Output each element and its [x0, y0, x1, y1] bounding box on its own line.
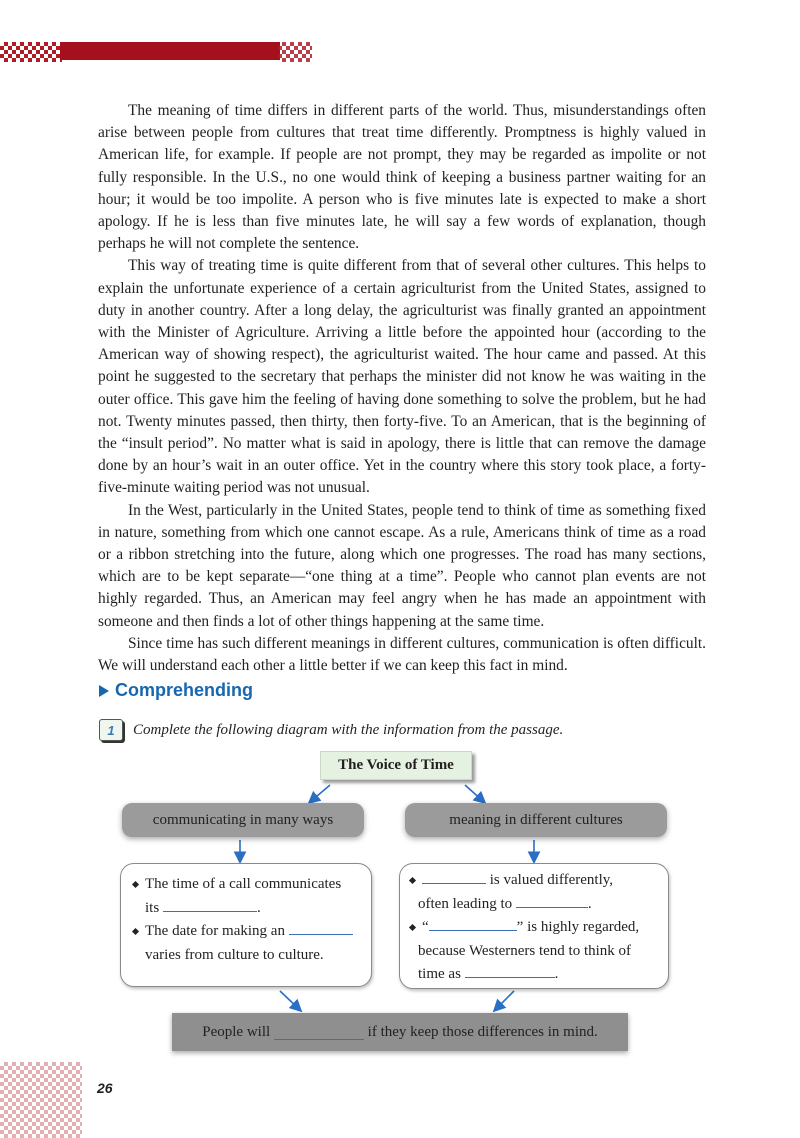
- paragraph-3: In the West, particularly in the United States, people tend to think of time as something fixed in nature, something from which one cannot escape. As a rule, Americans think of time as a road or a ribbon stretching into the future, along which one progresses. The road has many sections, which are to be kept separate—“one thing at a time”. People who cannot plan events are not highly regarded. Thus, an American may feel angry when he has made an appointment with someone and then finds a lot of other things happening at the same time.: [98, 501, 706, 630]
- diamond-bullet-icon: [132, 881, 139, 888]
- left-item-2: The date for making an varies from culture to culture.: [121, 920, 371, 967]
- diamond-bullet-icon: [409, 877, 416, 884]
- diagram-title-box: The Voice of Time: [320, 751, 472, 780]
- arrow-title-to-right: [465, 785, 484, 802]
- conclusion-box: People will if they keep those differences in mind.: [172, 1013, 628, 1051]
- answer-blank[interactable]: [422, 869, 486, 884]
- arrow-title-to-left: [310, 785, 330, 802]
- answer-blank[interactable]: [516, 893, 588, 908]
- paragraph-1: The meaning of time differs in different parts of the world. Thus, misunderstandings often arise between people from cultures that treat time differently. Promptness is highly valued in American life, for example. If people are not prompt, they may be regarded as impolite or not fully responsible. In the U.S., no one would think of keeping a business partner waiting for an hour; it would be too impolite. A person who is five minutes late is expected to make a short apology. If he is less than five minutes late, he will say a few words of explanation, though perhaps he will not complete the sentence.: [98, 102, 706, 253]
- answer-blank[interactable]: [163, 897, 257, 912]
- answer-blank[interactable]: [465, 963, 555, 978]
- paragraph-2: This way of treating time is quite different from that of several other cultures. This helps to explain the unfortunate experience of a certain agriculturist from the United States, assigned to duty in another country. After a long delay, the agriculturist was finally granted an appointment with the Minister of Agriculture. Arriving a little before the appointed hour (according to the American way of showing respect), the agriculturist waited. The hour came and passed. At this point he suggested to the secretary that perhaps the minister did not know he was waiting in the outer office. This gave him the feeling of having done something to solve the problem, but he had not. Twenty minutes passed, then thirty, then forty-five. To an American, that is the beginning of the “insult period”. No matter what is said in apology, there is little that can remove the damage done by an hour’s wait in an outer office. Yet in the country where this story took place, a forty-five-minute waiting period was not unusual.: [98, 257, 706, 497]
- task-text: Complete the following diagram with the information from the passage.: [133, 721, 564, 738]
- page-number: 26: [97, 1080, 113, 1096]
- right-item-2: “ ” is highly regarded, because Westerners tend to think of time as .: [400, 916, 668, 987]
- left-heading-pill: communicating in many ways: [122, 803, 364, 837]
- left-info-box: [120, 863, 372, 987]
- right-heading-pill: meaning in different cultures: [405, 803, 667, 837]
- arrow-left-to-bottom: [280, 991, 300, 1010]
- right-info-box: [399, 863, 669, 989]
- answer-blank[interactable]: [429, 916, 517, 931]
- diamond-bullet-icon: [132, 928, 139, 935]
- paragraph-4: Since time has such different meanings in different cultures, communication is often difficult. We will understand each other a little better if we can keep this fact in mind.: [98, 634, 706, 675]
- left-item-1: The time of a call communicates its .: [121, 873, 371, 920]
- right-item-1: is valued differently, often leading to .: [400, 869, 668, 916]
- answer-blank[interactable]: [289, 920, 353, 935]
- diamond-bullet-icon: [409, 924, 416, 931]
- task-number-badge: 1: [99, 719, 123, 741]
- arrow-right-to-bottom: [495, 991, 514, 1010]
- section-title: Comprehending: [115, 680, 253, 700]
- footer-checker-pattern: [0, 1062, 82, 1138]
- answer-blank[interactable]: [274, 1025, 364, 1040]
